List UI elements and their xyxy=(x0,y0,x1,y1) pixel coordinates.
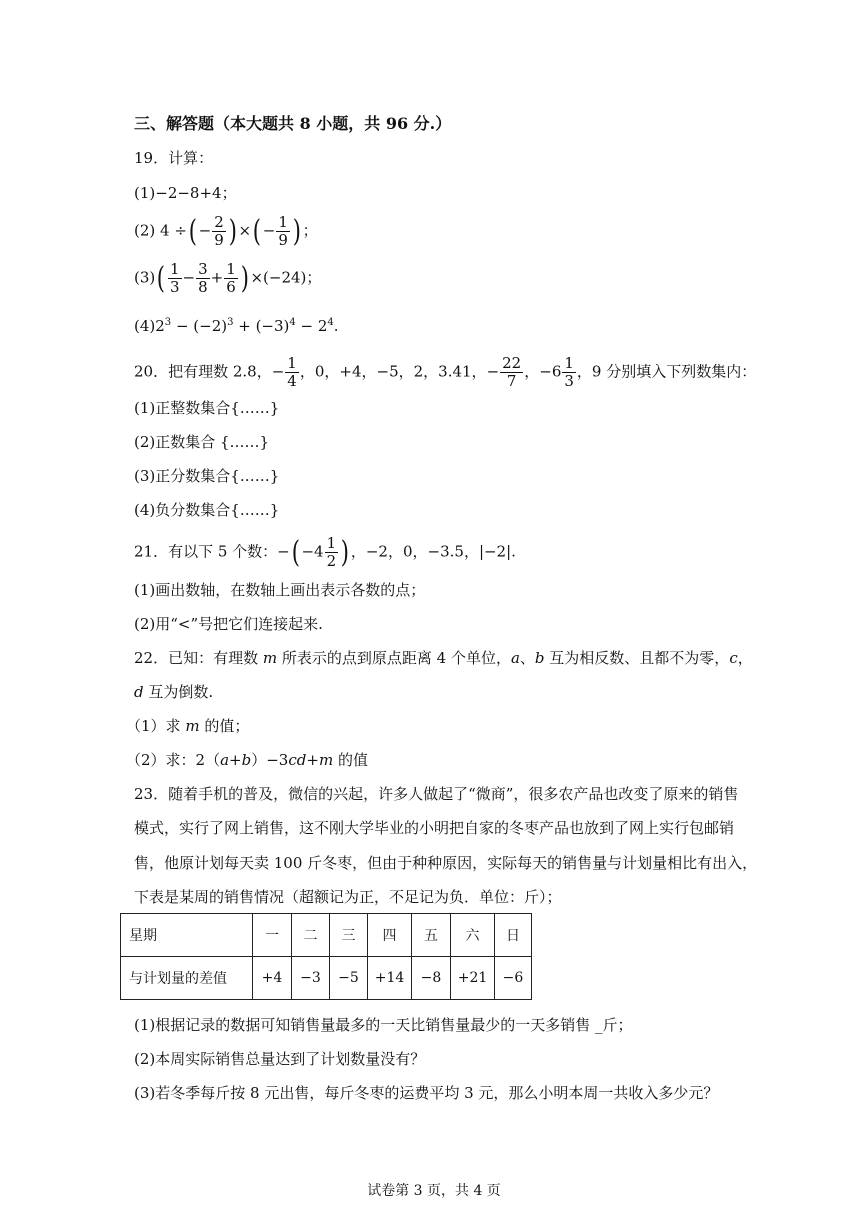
fraction: $\frac{1}{3}$ xyxy=(564,354,574,390)
q20-text: ，0，+4，−5，2，3.41， xyxy=(299,362,487,381)
q23-line-4: 下表是某周的销售情况（超额记为正，不足记为负．单位：斤）； xyxy=(134,888,562,906)
var-b: b xyxy=(534,649,545,667)
var-d: d xyxy=(134,683,144,701)
q19-stem: 19．计算： xyxy=(134,149,214,167)
q19-part2-lead: 4 ÷ xyxy=(160,221,187,240)
table-cell: +4 xyxy=(253,957,292,1000)
q19-part4 xyxy=(134,313,339,336)
q19-part3: (3)( $\frac{1}{3}$ − $\frac{3}{8}$ + $\frac{1}{6}$ ) ×(−24)； xyxy=(134,260,322,296)
table-cell: −6 xyxy=(495,957,532,1000)
q19-part2-label: (2) xyxy=(134,221,156,240)
q19-part2-end: ； xyxy=(302,221,318,240)
q22-text: 互为相反数、且都不为零， xyxy=(544,649,730,667)
term: − 2 xyxy=(295,317,328,335)
q22-text: （2）求：2（ xyxy=(126,751,221,769)
mixed-whole: −4 xyxy=(301,542,324,561)
table-cell: −8 xyxy=(412,957,451,1000)
q23-line-1: 23．随着手机的普及，微信的兴起，许多人做起了“微商”，很多农产品也改变了原来的销售 xyxy=(134,785,739,803)
table-row xyxy=(121,957,532,1000)
table-cell: −5 xyxy=(330,957,368,1000)
q20-text: 20．把有理数 2.8， xyxy=(134,362,272,381)
times-sign: × xyxy=(238,221,252,240)
q21-text: ，−2，0，−3.5，|−2|. xyxy=(350,542,516,561)
fraction: $\frac{1}{9}$ xyxy=(278,213,288,249)
q22-line-2 xyxy=(134,682,213,702)
q22-item-1 xyxy=(126,716,249,736)
minus-sign: − xyxy=(486,362,500,381)
q22-text: （1）求 xyxy=(126,717,186,735)
var-a: a xyxy=(220,751,230,769)
q22-text: 、 xyxy=(519,649,535,667)
q22-text: ， xyxy=(737,649,753,667)
q21-text: 21．有以下 5 个数： xyxy=(134,542,278,561)
q22-text: 22．已知：有理数 xyxy=(134,649,263,667)
table-header-cell: 星期 xyxy=(121,914,253,957)
q20-item-1: (1)正整数集合{……} xyxy=(134,399,280,417)
period: . xyxy=(333,317,339,335)
var-m: m xyxy=(262,649,278,667)
section-title: 三、解答题（本大题共 8 小题，共 96 分.） xyxy=(134,114,452,133)
var-cd: cd xyxy=(288,751,307,769)
plus-sign: + xyxy=(210,268,224,287)
q20-item-2: (2)正数集合 {……} xyxy=(134,433,270,451)
table-cell: 三 xyxy=(330,914,368,957)
q21-item-1: (1)画出数轴，在数轴上画出表示各数的点； xyxy=(134,581,426,599)
var-b: b xyxy=(241,751,252,769)
fraction: $\frac{1}{4}$ xyxy=(287,354,297,390)
fraction: $\frac{2}{9}$ xyxy=(214,213,224,249)
q22-text: 互为倒数. xyxy=(143,683,214,701)
q20-text: ， xyxy=(524,362,540,381)
q23-line-3: 售，他原计划每天卖 100 斤冬枣，但由于种种原因，实际每天的销售量与计划量相比有出入， xyxy=(134,854,758,872)
var-a: a xyxy=(510,649,520,667)
q22-text: 的值； xyxy=(199,717,250,735)
q19-part2-sign2: − xyxy=(262,221,276,240)
q20-stem xyxy=(134,355,756,390)
q22-line-1 xyxy=(134,648,753,668)
q21-stem: 21．有以下 5 个数：−( −4 $\frac{1}{2}$ ) ，−2，0，−3.5，|−2|. xyxy=(134,534,516,570)
exponent: 3 xyxy=(164,317,172,328)
fraction: $\frac{1}{6}$ xyxy=(226,260,236,296)
table-cell: 日 xyxy=(495,914,532,957)
q19-part3-tail: ×(−24)； xyxy=(250,268,322,287)
q19-part2: (2) 4 ÷( − $\frac{2}{9}$ ) ×( − $\frac{1}{9}$ ) ； xyxy=(134,213,318,249)
q23-line-2: 模式，实行了网上销售，这不刚大学毕业的小明把自家的冬枣产品也放到了网上实行包邮销 xyxy=(134,819,735,837)
q22-text: 的值 xyxy=(333,751,368,769)
mixed-whole: −6 xyxy=(539,362,562,381)
minus-sign: − xyxy=(271,362,285,381)
minus-sign: − xyxy=(277,542,290,561)
q19-part2-sign1: − xyxy=(198,221,212,240)
fraction: $\frac{3}{8}$ xyxy=(198,260,208,296)
plus-sign: + xyxy=(306,751,319,769)
var-c: c xyxy=(729,649,738,667)
sales-table xyxy=(120,913,532,1000)
q20-item-3: (3)正分数集合{……} xyxy=(134,467,280,485)
q22-text: 所表示的点到原点距离 4 个单位， xyxy=(277,649,511,667)
q22-item-2 xyxy=(126,750,368,770)
q23-item-1: (1)根据记录的数据可知销售量最多的一天比销售量最少的一天多销售 _斤； xyxy=(134,1016,633,1034)
q23-item-2: (2)本周实际销售总量达到了计划数量没有？ xyxy=(134,1050,426,1068)
table-row xyxy=(121,914,532,957)
q19-part3-label: (3) xyxy=(134,268,156,287)
exponent: 4 xyxy=(289,317,296,328)
q19-part1: (1)−2−8+4； xyxy=(134,184,237,202)
term: + (−3) xyxy=(233,317,290,335)
var-m: m xyxy=(318,751,334,769)
table-cell: 六 xyxy=(451,914,495,957)
q20-text: ，9 分别填入下列数集内： xyxy=(576,362,757,381)
fraction: $\frac{22}{7}$ xyxy=(502,354,522,390)
table-cell: 一 xyxy=(253,914,292,957)
q22-text: ）−3 xyxy=(251,751,289,769)
exponent: 4 xyxy=(327,317,334,328)
table-cell: 二 xyxy=(292,914,330,957)
table-cell: +14 xyxy=(368,957,412,1000)
term: − (−2) xyxy=(171,317,228,335)
q19-part4-label: (4) xyxy=(134,317,156,335)
table-cell: 五 xyxy=(412,914,451,957)
plus-sign: + xyxy=(229,751,242,769)
fraction: $\frac{1}{2}$ xyxy=(326,534,337,570)
fraction: $\frac{1}{3}$ xyxy=(169,260,180,296)
table-cell: −3 xyxy=(292,957,330,1000)
q20-item-4: (4)负分数集合{……} xyxy=(134,501,280,519)
table-header-cell: 与计划量的差值 xyxy=(121,957,253,1000)
table-cell: +21 xyxy=(451,957,495,1000)
q23-item-3: (3)若冬季每斤按 8 元出售，每斤冬枣的运费平均 3 元，那么小明本周一共收入多少元？ xyxy=(134,1084,719,1102)
minus-sign: − xyxy=(182,268,196,287)
term: 2 xyxy=(155,317,165,335)
q21-item-2: (2)用“<”号把它们连接起来. xyxy=(134,615,323,633)
var-m: m xyxy=(185,717,200,735)
table-cell: 四 xyxy=(368,914,412,957)
page-footer: 试卷第 3 页，共 4 页 xyxy=(367,1183,501,1199)
exponent: 3 xyxy=(227,317,234,328)
